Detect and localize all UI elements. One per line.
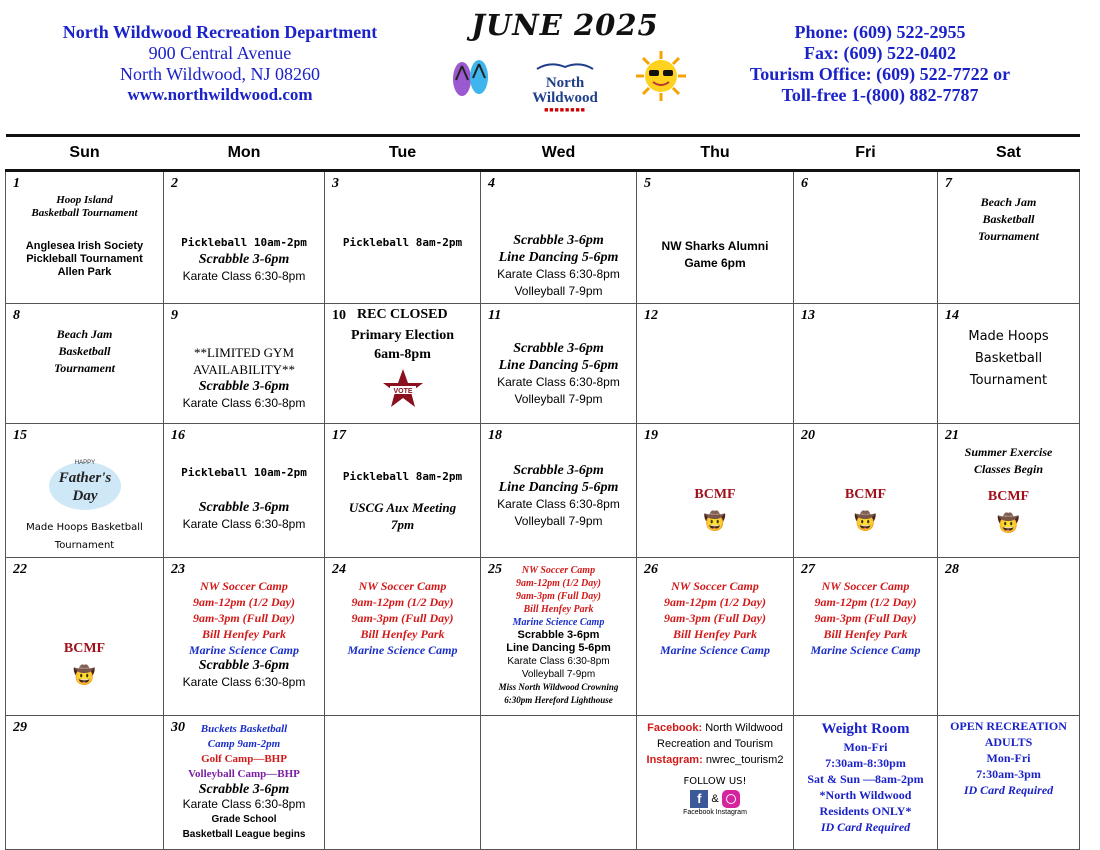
day-cell-24 bbox=[325, 558, 481, 716]
day-number: 5 bbox=[644, 176, 651, 191]
event-line: USCG Aux Meeting bbox=[348, 500, 457, 515]
facebook-icon[interactable]: f bbox=[690, 790, 708, 808]
day-number: 26 bbox=[644, 562, 658, 577]
day-cell-13 bbox=[794, 304, 938, 424]
day-cell-12 bbox=[637, 304, 794, 424]
event-line: BCMF bbox=[844, 487, 887, 502]
day-cell-29 bbox=[6, 716, 164, 850]
event-line: 9am-12pm (1/2 Day) bbox=[351, 595, 454, 609]
day-number: 20 bbox=[801, 428, 815, 443]
weight-room-line: ID Card Required bbox=[820, 820, 911, 834]
event-line: Scrabble 3-6pm bbox=[513, 463, 604, 478]
logo-line-2: Wildwood bbox=[532, 90, 598, 106]
event-line: 9am-3pm (Full Day) bbox=[814, 611, 917, 625]
vote-star-icon bbox=[382, 368, 424, 408]
event-line: Volleyball Camp—BHP bbox=[188, 768, 300, 780]
event-line: Volleyball 7-9pm bbox=[514, 284, 603, 298]
day-cell-15 bbox=[6, 424, 164, 558]
fathers-day-word: Father's bbox=[58, 470, 111, 486]
weight-room-title: Weight Room bbox=[821, 721, 910, 737]
ampersand: & bbox=[711, 793, 719, 805]
event-line: Scrabble 3-6pm bbox=[513, 233, 604, 248]
day-cell-27 bbox=[794, 558, 938, 716]
event-line: Tournament bbox=[978, 229, 1039, 243]
day-number: 25 bbox=[488, 562, 502, 577]
event-line: NW Soccer Camp bbox=[671, 579, 759, 593]
open-rec-line: ADULTS bbox=[984, 735, 1033, 749]
event-line: Basketball League begins bbox=[182, 829, 306, 840]
calendar-grid bbox=[5, 134, 1080, 850]
day-cell-20 bbox=[794, 424, 938, 558]
event-line: Tournament bbox=[54, 361, 115, 375]
facebook-value[interactable]: North Wildwood bbox=[705, 722, 783, 734]
open-rec-line: OPEN RECREATION bbox=[950, 719, 1067, 733]
event-line: 9am-3pm (Full Day) bbox=[193, 611, 295, 625]
social-media-cell bbox=[637, 716, 794, 850]
weight-room-line: *North Wildwood bbox=[819, 788, 912, 802]
instagram-caption: Instagram bbox=[715, 809, 747, 816]
weekday-tue: Tue bbox=[325, 136, 481, 171]
facebook-label: Facebook: bbox=[647, 722, 703, 734]
event-line: Marine Science Camp bbox=[512, 617, 605, 628]
event-line: Pickleball 8am-2pm bbox=[342, 236, 463, 249]
tourism-office: Tourism Office: (609) 522-7722 or bbox=[749, 64, 1011, 84]
day-cell-2 bbox=[164, 171, 325, 304]
weekday-sun: Sun bbox=[6, 136, 164, 171]
event-line: Bill Henfey Park bbox=[823, 627, 908, 641]
header-contact-right bbox=[700, 22, 1060, 106]
event-line: Basketball bbox=[974, 351, 1043, 366]
day-number: 13 bbox=[801, 308, 815, 323]
event-line: Pickleball 10am-2pm bbox=[181, 466, 307, 479]
flags-icon: ■■■■■■■■ bbox=[544, 106, 586, 114]
event-line: Tournament bbox=[54, 540, 115, 551]
day-cell-30 bbox=[164, 716, 325, 850]
cowboy-hat-icon: 🤠 bbox=[854, 511, 877, 531]
phone: Phone: (609) 522-2955 bbox=[794, 22, 966, 42]
event-line: BCMF bbox=[987, 489, 1030, 504]
weekday-mon: Mon bbox=[164, 136, 325, 171]
event-line: NW Soccer Camp bbox=[521, 565, 596, 576]
calendar-title: JUNE 2025 bbox=[471, 8, 659, 42]
event-line: Camp 9am-2pm bbox=[207, 738, 281, 750]
event-line: Scrabble 3-6pm bbox=[198, 782, 290, 797]
event-line: Made Hoops bbox=[968, 329, 1049, 344]
day-number: 9 bbox=[171, 308, 178, 323]
cowboy-hat-icon: 🤠 bbox=[997, 513, 1020, 533]
day-number: 24 bbox=[332, 562, 346, 577]
event-line: Basketball Tournament bbox=[31, 207, 138, 219]
day-number: 22 bbox=[13, 562, 27, 577]
event-line: Karate Class 6:30-8pm bbox=[182, 517, 306, 531]
event-line: Basketball bbox=[58, 344, 111, 358]
event-line: Basketball bbox=[982, 212, 1035, 226]
event-line: BCMF bbox=[63, 641, 106, 656]
day-cell-18 bbox=[481, 424, 637, 558]
event-line: Buckets Basketball bbox=[200, 723, 288, 735]
weekday-sat: Sat bbox=[938, 136, 1080, 171]
day-number: 10 bbox=[332, 308, 346, 323]
follow-us-label: FOLLOW US! bbox=[683, 776, 747, 787]
event-line: Line Dancing 5-6pm bbox=[498, 480, 619, 495]
event-line: Line Dancing 5-6pm bbox=[498, 358, 619, 373]
open-rec-line: Mon-Fri bbox=[986, 751, 1031, 765]
day-number: 17 bbox=[332, 428, 346, 443]
event-line: 9am-3pm (Full Day) bbox=[664, 611, 766, 625]
day-cell-3 bbox=[325, 171, 481, 304]
event-line: 9am-12pm (1/2 Day) bbox=[814, 595, 917, 609]
event-line: Anglesea Irish Society bbox=[25, 240, 144, 252]
open-rec-line: ID Card Required bbox=[963, 783, 1054, 797]
event-line: Golf Camp—BHP bbox=[201, 753, 287, 765]
day-cell-16 bbox=[164, 424, 325, 558]
week-row bbox=[6, 304, 1080, 424]
day-number: 12 bbox=[644, 308, 658, 323]
event-line: Allen Park bbox=[57, 266, 112, 278]
event-line: Scrabble 3-6pm bbox=[513, 341, 604, 356]
day-cell-10 bbox=[325, 304, 481, 424]
event-line: Primary Election bbox=[350, 328, 455, 343]
day-cell-11 bbox=[481, 304, 637, 424]
fax: Fax: (609) 522-0402 bbox=[804, 43, 956, 63]
day-cell-19 bbox=[637, 424, 794, 558]
day-number: 16 bbox=[171, 428, 185, 443]
day-cell-25 bbox=[481, 558, 637, 716]
website-link[interactable]: www.northwildwood.com bbox=[127, 85, 313, 104]
event-line: 9am-12pm (1/2 Day) bbox=[664, 595, 766, 609]
empty-cell bbox=[481, 716, 637, 850]
event-line: Grade School bbox=[211, 814, 277, 825]
event-line: Pickleball Tournament bbox=[26, 253, 143, 265]
day-cell-8 bbox=[6, 304, 164, 424]
event-line: **LIMITED GYM bbox=[193, 345, 294, 360]
weight-room-line: Sat & Sun —8am-2pm bbox=[807, 772, 924, 786]
event-line: 9am-3pm (Full Day) bbox=[351, 611, 454, 625]
open-recreation-cell bbox=[938, 716, 1080, 850]
event-line: BCMF bbox=[694, 487, 736, 502]
org-name: North Wildwood Recreation Department bbox=[62, 22, 378, 42]
cowboy-hat-icon: 🤠 bbox=[703, 511, 727, 531]
day-number: 14 bbox=[945, 308, 959, 323]
week-row bbox=[6, 424, 1080, 558]
event-line: Hoop Island bbox=[56, 194, 113, 206]
event-line: Game 6pm bbox=[684, 256, 746, 270]
event-line: Bill Henfey Park bbox=[360, 627, 445, 641]
event-line: Line Dancing 5-6pm bbox=[498, 250, 619, 265]
event-line: NW Sharks Alumni bbox=[661, 239, 769, 253]
fathers-day-day: Day bbox=[72, 488, 97, 504]
event-line: Marine Science Camp bbox=[347, 643, 458, 657]
event-line: Karate Class 6:30-8pm bbox=[497, 375, 620, 389]
event-line: Scrabble 3-6pm bbox=[198, 252, 290, 267]
event-line: NW Soccer Camp bbox=[200, 579, 288, 593]
day-number: 11 bbox=[488, 308, 502, 323]
day-cell-17 bbox=[325, 424, 481, 558]
weight-room-line: Residents ONLY* bbox=[819, 804, 912, 818]
event-line: Karate Class 6:30-8pm bbox=[507, 656, 610, 667]
day-number: 27 bbox=[801, 562, 815, 577]
weekday-header-row bbox=[6, 136, 1080, 171]
weekday-fri: Fri bbox=[794, 136, 938, 171]
event-line: Marine Science Camp bbox=[189, 643, 299, 657]
event-line: Scrabble 3-6pm bbox=[517, 629, 600, 641]
event-line: Scrabble 3-6pm bbox=[198, 500, 290, 515]
day-cell-7 bbox=[938, 171, 1080, 304]
day-number: 7 bbox=[945, 176, 952, 191]
weekday-thu: Thu bbox=[637, 136, 794, 171]
day-number: 6 bbox=[801, 176, 808, 191]
weight-room-line: 7:30am-8:30pm bbox=[825, 756, 906, 770]
event-line: Bill Henfey Park bbox=[202, 627, 286, 641]
rec-closed-label: REC CLOSED bbox=[357, 307, 448, 322]
event-line: Line Dancing 5-6pm bbox=[506, 642, 611, 654]
day-number: 18 bbox=[488, 428, 502, 443]
event-line: NW Soccer Camp bbox=[358, 579, 447, 593]
empty-cell bbox=[325, 716, 481, 850]
day-cell-4 bbox=[481, 171, 637, 304]
event-line: Pickleball 10am-2pm bbox=[181, 236, 307, 249]
day-number: 29 bbox=[13, 720, 27, 735]
event-line: NW Soccer Camp bbox=[821, 579, 910, 593]
weight-room-line: Mon-Fri bbox=[843, 740, 888, 754]
cowboy-hat-icon: 🤠 bbox=[73, 665, 96, 685]
facebook-caption: Facebook bbox=[683, 809, 714, 816]
flip-flops-icon bbox=[449, 58, 493, 98]
day-number: 23 bbox=[171, 562, 185, 577]
event-line: Beach Jam bbox=[980, 195, 1037, 209]
day-number: 1 bbox=[13, 176, 20, 191]
event-line: 9am-3pm (Full Day) bbox=[516, 591, 601, 602]
event-line: Scrabble 3-6pm bbox=[198, 658, 290, 673]
weekday-wed: Wed bbox=[481, 136, 637, 171]
day-cell-21 bbox=[938, 424, 1080, 558]
event-line: Karate Class 6:30-8pm bbox=[182, 797, 306, 811]
day-cell-28 bbox=[938, 558, 1080, 716]
event-line: Volleyball 7-9pm bbox=[514, 514, 603, 528]
fathers-day-happy: HAPPY bbox=[74, 460, 95, 466]
day-number: 3 bbox=[332, 176, 339, 191]
event-line: Scrabble 3-6pm bbox=[198, 379, 290, 394]
day-cell-6 bbox=[794, 171, 938, 304]
event-line: Bill Henfey Park bbox=[523, 604, 594, 615]
day-number: 8 bbox=[13, 308, 20, 323]
event-line: Beach Jam bbox=[56, 327, 113, 341]
event-line: Karate Class 6:30-8pm bbox=[497, 267, 620, 281]
event-line: Bill Henfey Park bbox=[673, 627, 757, 641]
weight-room-cell bbox=[794, 716, 938, 850]
event-line: Karate Class 6:30-8pm bbox=[497, 497, 620, 511]
day-number: 2 bbox=[171, 176, 178, 191]
event-line: Karate Class 6:30-8pm bbox=[182, 269, 306, 283]
facebook-value-2[interactable]: Recreation and Tourism bbox=[657, 738, 773, 750]
event-line: Marine Science Camp bbox=[810, 643, 921, 657]
sun-icon bbox=[635, 50, 687, 102]
event-line: 6:30pm Hereford Lighthouse bbox=[504, 695, 613, 705]
event-line: Karate Class 6:30-8pm bbox=[182, 675, 306, 689]
week-row bbox=[6, 716, 1080, 850]
wave-icon bbox=[535, 61, 595, 71]
event-line: Made Hoops Basketball bbox=[26, 522, 143, 533]
event-line: Summer Exercise bbox=[964, 445, 1053, 459]
day-number: 15 bbox=[13, 428, 27, 443]
event-line: 6am-8pm bbox=[374, 347, 431, 362]
instagram-icon[interactable] bbox=[722, 790, 740, 808]
event-line: 7pm bbox=[390, 517, 415, 532]
event-line: 9am-12pm (1/2 Day) bbox=[516, 578, 601, 589]
address-line-1: 900 Central Avenue bbox=[148, 43, 292, 63]
instagram-label: Instagram: bbox=[646, 754, 703, 766]
day-cell-9 bbox=[164, 304, 325, 424]
logo-line-1: North bbox=[545, 75, 585, 91]
day-cell-26 bbox=[637, 558, 794, 716]
day-cell-5 bbox=[637, 171, 794, 304]
event-line: Classes Begin bbox=[973, 462, 1043, 476]
event-line: AVAILABILITY** bbox=[192, 362, 296, 377]
event-line: Karate Class 6:30-8pm bbox=[182, 396, 306, 410]
day-cell-22 bbox=[6, 558, 164, 716]
event-line: Pickleball 8am-2pm bbox=[342, 470, 463, 483]
fathers-day-icon bbox=[46, 452, 124, 514]
day-number: 28 bbox=[945, 562, 959, 577]
event-line: Volleyball 7-9pm bbox=[514, 392, 603, 406]
event-line: Volleyball 7-9pm bbox=[521, 669, 596, 680]
north-wildwood-logo bbox=[520, 58, 610, 114]
event-line: 9am-12pm (1/2 Day) bbox=[193, 595, 295, 609]
event-line: Miss North Wildwood Crowning bbox=[498, 682, 619, 692]
header-contact-left bbox=[20, 22, 420, 105]
toll-free: Toll-free 1-(800) 882-7787 bbox=[781, 85, 979, 105]
event-line: Tournament bbox=[969, 373, 1048, 388]
day-cell-23 bbox=[164, 558, 325, 716]
vote-label: VOTE bbox=[392, 388, 413, 395]
day-number: 30 bbox=[171, 720, 185, 735]
event-line: Marine Science Camp bbox=[660, 643, 770, 657]
day-number: 19 bbox=[644, 428, 658, 443]
day-cell-1 bbox=[6, 171, 164, 304]
address-line-2: North Wildwood, NJ 08260 bbox=[120, 64, 320, 84]
week-row bbox=[6, 558, 1080, 716]
day-cell-14 bbox=[938, 304, 1080, 424]
day-number: 4 bbox=[488, 176, 495, 191]
open-rec-line: 7:30am-3pm bbox=[976, 767, 1041, 781]
week-row bbox=[6, 171, 1080, 304]
day-number: 21 bbox=[945, 428, 959, 443]
instagram-value[interactable]: nwrec_tourism2 bbox=[705, 754, 784, 766]
